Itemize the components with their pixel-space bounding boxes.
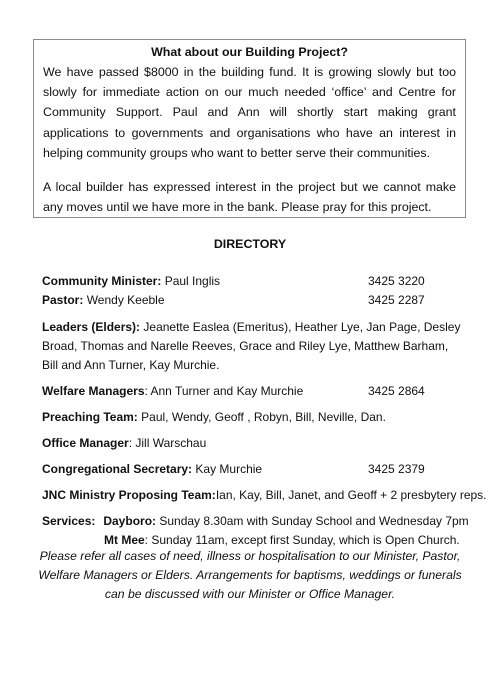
building-project-title: What about our Building Project? (151, 45, 348, 59)
building-project-paragraph-2: A local builder has expressed interest in the project but we cannot make any moves until we have more in the bank. Please pray for this project. (43, 180, 456, 215)
directory-list (42, 272, 487, 550)
pastor-name: Wendy Keeble (86, 293, 165, 307)
welfare-phone: 3425 2864 (368, 384, 425, 398)
services-mtmee-label: Mt Mee (104, 533, 145, 547)
community-minister-phone: 3425 3220 (368, 274, 425, 288)
community-minister-label: Community Minister: (42, 274, 162, 288)
jnc-label: JNC Ministry Proposing Team: (42, 488, 216, 502)
office-name: : Jill Warschau (128, 436, 207, 450)
directory-row-preaching (42, 408, 462, 427)
welfare-names: : Ann Turner and Kay Murchie (144, 384, 304, 398)
directory-row-community-minister (42, 272, 462, 291)
leaders-names: Jeanette Easlea (Emeritus), Heather Lye, Jan Page, Desley Broad, Thomas and Narelle Reeves, Grace and Riley Lye, Matthew Barham, Bill and Ann Turner, Kay Murchie. (42, 320, 461, 372)
building-project-paragraph-1: We have passed $8000 in the building fund. It is growing slowly but too slowly for immediate action on our much needed ‘office’ and Centre for Community Support. Paul and Ann will shortly start making grant applications to governments and organisations who have an interest in helping community groups who want to better serve their communities. (43, 65, 456, 160)
community-minister-name: Paul Inglis (164, 274, 221, 288)
services-mtmee-time: : Sunday 11am, except first Sunday, which is Open Church. (144, 533, 460, 547)
secretary-phone: 3425 2379 (368, 462, 425, 476)
secretary-label: Congregational Secretary: (42, 462, 193, 476)
jnc-names: Ian, Kay, Bill, Janet, and Geoff + 2 presbytery reps. (215, 488, 487, 502)
preaching-label: Preaching Team: (42, 410, 138, 424)
directory-row-secretary (42, 460, 462, 479)
directory-row-welfare (42, 382, 462, 401)
closing-note: Please refer all cases of need, illness or hospitalisation to our Minister, Pastor, Welfare Managers or Elders. Arrangements for baptisms, weddings or funerals can be discussed with our Minister or Office Manager. (38, 549, 462, 601)
services-label: Services: (42, 514, 96, 528)
services-dayboro-time: Sunday 8.30am with Sunday School and Wednesday 7pm (159, 514, 469, 528)
secretary-name: Kay Murchie (195, 462, 263, 476)
directory-row-services-dayboro (42, 512, 469, 531)
leaders-label: Leaders (Elders): (42, 320, 141, 334)
preaching-names: Paul, Wendy, Geoff , Robyn, Bill, Neville, Dan. (141, 410, 386, 424)
pastor-label: Pastor: (42, 293, 84, 307)
office-label: Office Manager (42, 436, 129, 450)
welfare-label: Welfare Managers (42, 384, 145, 398)
directory-row-pastor (42, 291, 462, 310)
services-dayboro-label: Dayboro: (103, 514, 157, 528)
directory-title: DIRECTORY (213, 237, 287, 251)
building-project-box (33, 39, 466, 218)
directory-row-office (42, 434, 462, 453)
pastor-phone: 3425 2287 (368, 293, 425, 307)
directory-row-jnc (42, 486, 487, 505)
directory-row-leaders (42, 318, 462, 375)
